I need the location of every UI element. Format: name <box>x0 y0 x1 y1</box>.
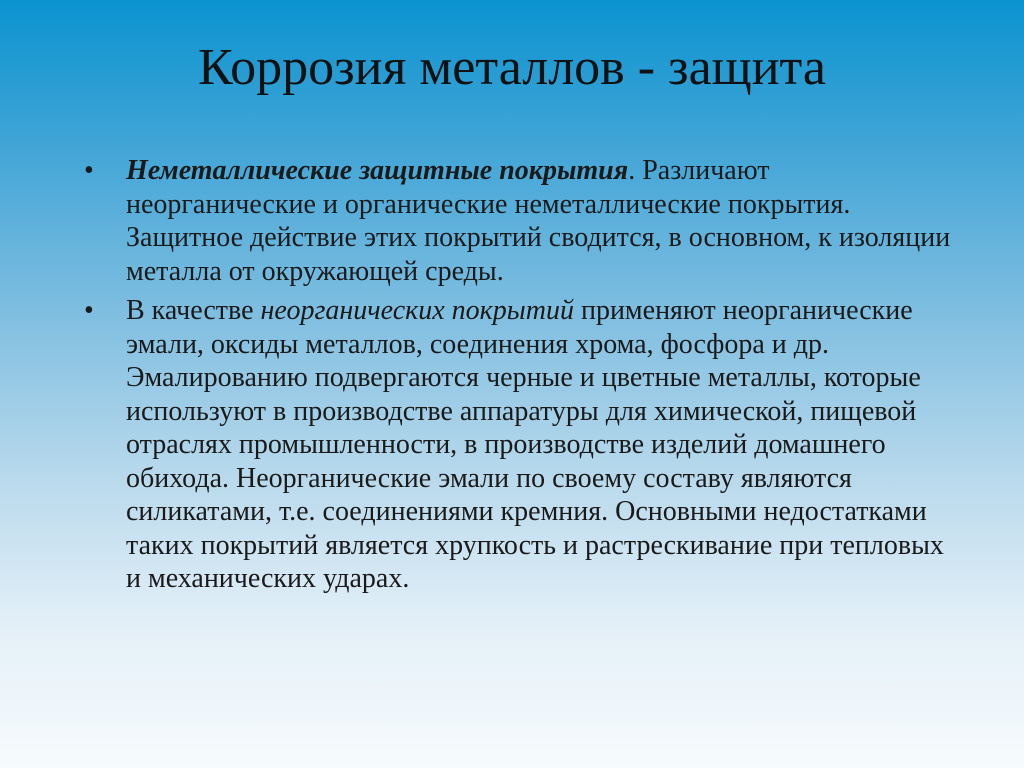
bullet-text: . Различают неорганические и органические неметаллические покрытия. Защитное действие этих покрытий сводится, в основном, к изоляции металла от окружающей среды. <box>126 155 951 287</box>
bullet-icon: • <box>84 155 94 186</box>
bullet-text: применяют неорганические эмали, оксиды металлов, соединения хрома, фосфора и др. Эмалированию подвергаются черные и цветные металлы, которые используют в производстве аппаратуры для химической, пищевой отраслях промышленности, в производстве изделий домашнего обихода. Неорганические эмали по своему составу являются силикатами, т.е. соединениями кремния. Основными недостатками таких покрытий является хрупкость и растрескивание при тепловых и механических ударах. <box>126 295 944 594</box>
bullet-highlight: неорганических покрытий <box>260 295 574 326</box>
bullet-text-prefix: В качестве <box>126 295 261 326</box>
bullet-item-nonmetallic-coatings <box>80 154 960 288</box>
bullet-list <box>80 154 960 602</box>
bullet-highlight: Неметаллические защитные покрытия <box>126 155 629 186</box>
slide-title: Коррозия металлов - защита <box>198 39 826 96</box>
bullet-item-inorganic-coatings <box>80 294 960 596</box>
bullet-icon: • <box>84 295 94 326</box>
